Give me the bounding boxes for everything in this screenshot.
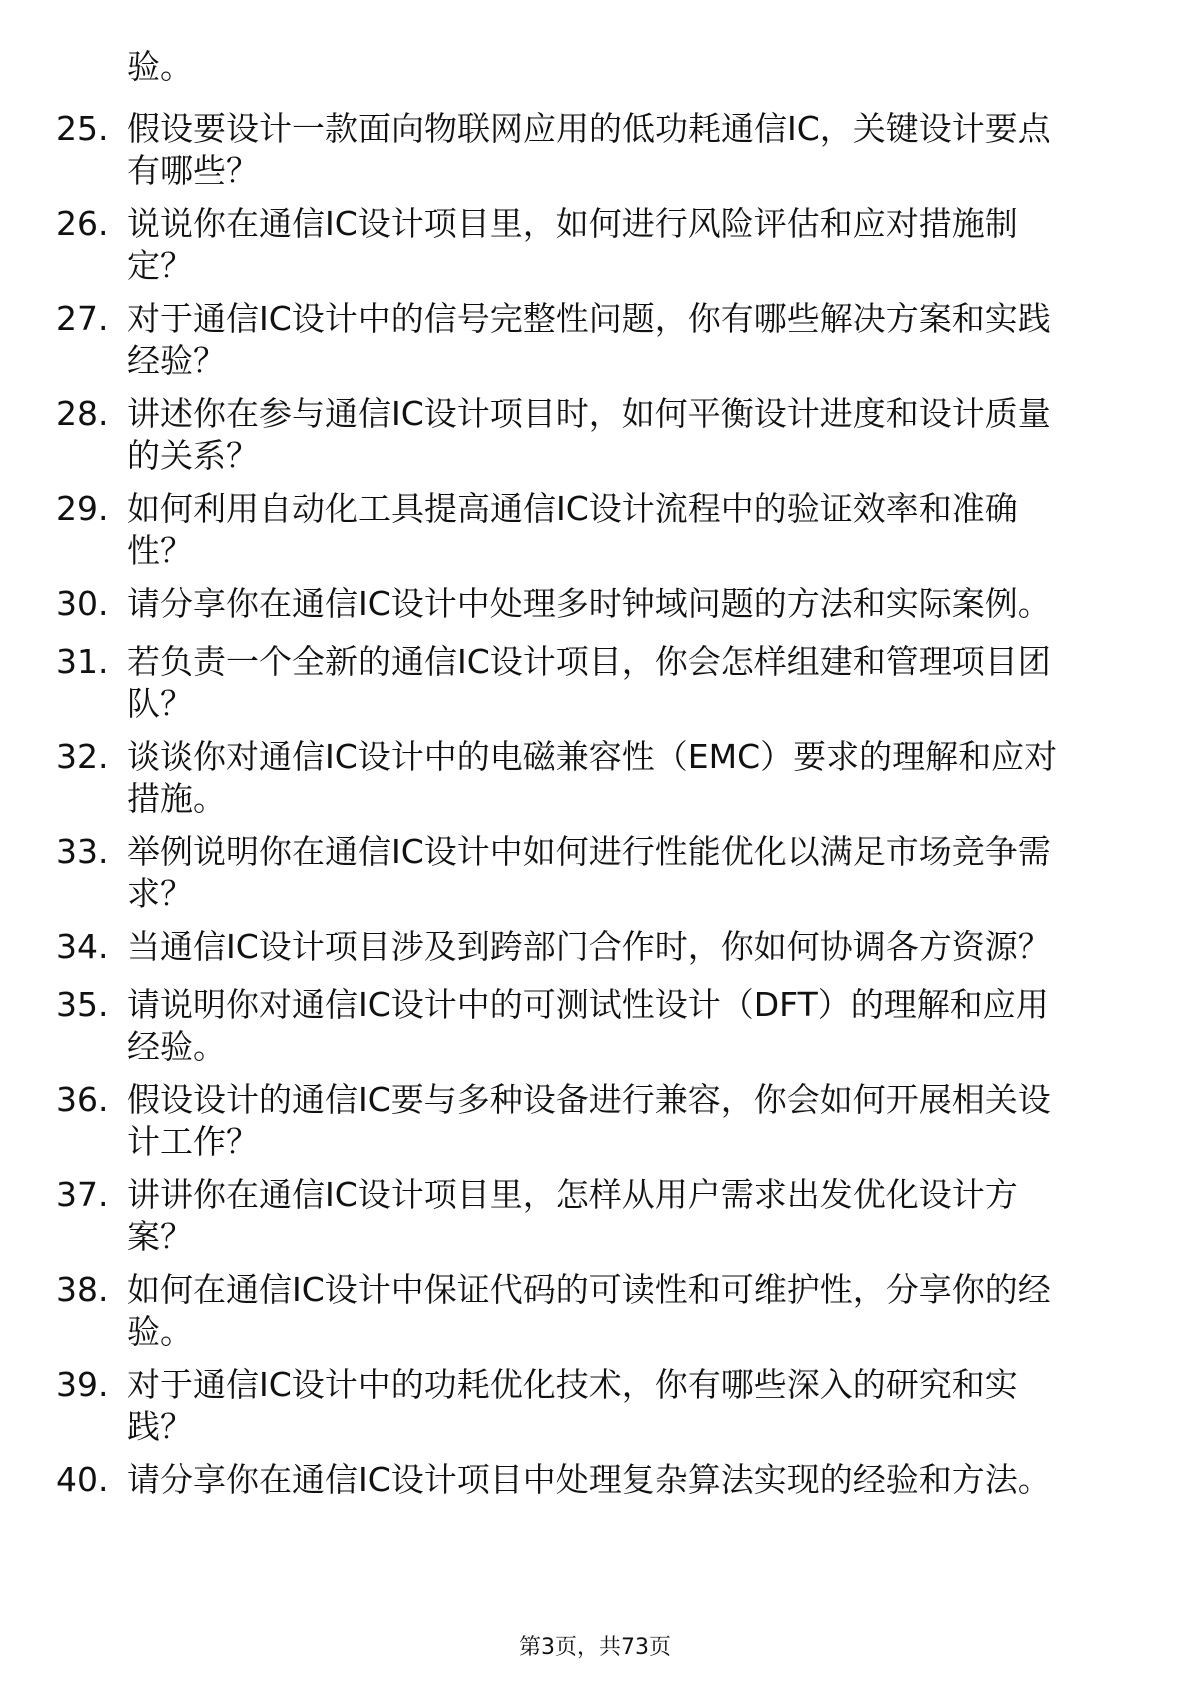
question-text [127, 736, 1127, 820]
question-number: 33. [56, 832, 109, 871]
question-text [127, 1174, 1127, 1258]
question-number: 29. [56, 489, 109, 528]
question-line: 定？ [127, 246, 193, 285]
question-line: 如何利用自动化工具提高通信IC设计流程中的验证效率和准确 [127, 489, 1018, 528]
question-line: 求？ [127, 874, 193, 913]
question-line: 的关系？ [127, 436, 259, 475]
question-number: 39. [56, 1365, 109, 1404]
question-line: 请说明你对通信IC设计中的可测试性设计（DFT）的理解和应用 [127, 985, 1049, 1024]
question-text [127, 393, 1127, 477]
question-number: 28. [56, 394, 109, 433]
question-line: 践？ [127, 1407, 193, 1446]
question-number: 37. [56, 1175, 109, 1214]
question-line: 经验。 [127, 1027, 226, 1066]
question-number: 26. [56, 204, 109, 243]
question-line: 对于通信IC设计中的功耗优化技术，你有哪些深入的研究和实 [127, 1365, 1018, 1404]
question-line: 措施。 [127, 779, 226, 818]
question-number: 27. [56, 299, 109, 338]
question-line: 假设设计的通信IC要与多种设备进行兼容，你会如何开展相关设 [127, 1080, 1051, 1119]
question-text [127, 984, 1127, 1068]
question-line: 请分享你在通信IC设计项目中处理复杂算法实现的经验和方法。 [127, 1460, 1051, 1499]
question-line: 计工作？ [127, 1122, 259, 1161]
question-line: 有哪些？ [127, 151, 259, 190]
question-line: 案？ [127, 1217, 193, 1256]
question-text [127, 641, 1127, 725]
question-number: 31. [56, 642, 109, 681]
question-line: 若负责一个全新的通信IC设计项目，你会怎样组建和管理项目团 [127, 642, 1051, 681]
question-text [127, 298, 1127, 382]
question-number: 35. [56, 985, 109, 1024]
question-line: 举例说明你在通信IC设计中如何进行性能优化以满足市场竞争需 [127, 832, 1051, 871]
question-text [127, 583, 1127, 625]
question-line: 对于通信IC设计中的信号完整性问题，你有哪些解决方案和实践 [127, 299, 1051, 338]
continuation-text: 验。 [127, 47, 193, 86]
question-line: 性？ [127, 531, 193, 570]
question-line: 说说你在通信IC设计项目里，如何进行风险评估和应对措施制 [127, 204, 1018, 243]
question-number: 34. [56, 927, 109, 966]
question-number: 38. [56, 1270, 109, 1309]
question-line: 假设要设计一款面向物联网应用的低功耗通信IC，关键设计要点 [127, 109, 1051, 148]
question-text [127, 1269, 1127, 1353]
question-text [127, 488, 1127, 572]
question-line: 讲述你在参与通信IC设计项目时，如何平衡设计进度和设计质量 [127, 394, 1051, 433]
question-text [127, 1459, 1127, 1501]
question-line: 请分享你在通信IC设计中处理多时钟域问题的方法和实际案例。 [127, 584, 1051, 623]
question-line: 经验？ [127, 341, 226, 380]
question-number: 36. [56, 1080, 109, 1119]
page-footer: 第3页，共73页 [519, 1635, 671, 1660]
question-line: 验。 [127, 1312, 193, 1351]
question-line: 当通信IC设计项目涉及到跨部门合作时，你如何协调各方资源？ [127, 927, 1051, 966]
question-line: 讲讲你在通信IC设计项目里，怎样从用户需求出发优化设计方 [127, 1175, 1018, 1214]
question-line: 如何在通信IC设计中保证代码的可读性和可维护性，分享你的经 [127, 1270, 1051, 1309]
question-number: 40. [56, 1460, 109, 1499]
question-number: 32. [56, 737, 109, 776]
question-text [127, 926, 1127, 968]
question-text [127, 831, 1127, 915]
question-line: 队？ [127, 684, 193, 723]
question-number: 30. [56, 584, 109, 623]
question-number: 25. [56, 109, 109, 148]
question-text [127, 1364, 1127, 1448]
question-text [127, 108, 1127, 192]
question-text [127, 1079, 1127, 1163]
question-text [127, 203, 1127, 287]
question-line: 谈谈你对通信IC设计中的电磁兼容性（EMC）要求的理解和应对 [127, 737, 1058, 776]
